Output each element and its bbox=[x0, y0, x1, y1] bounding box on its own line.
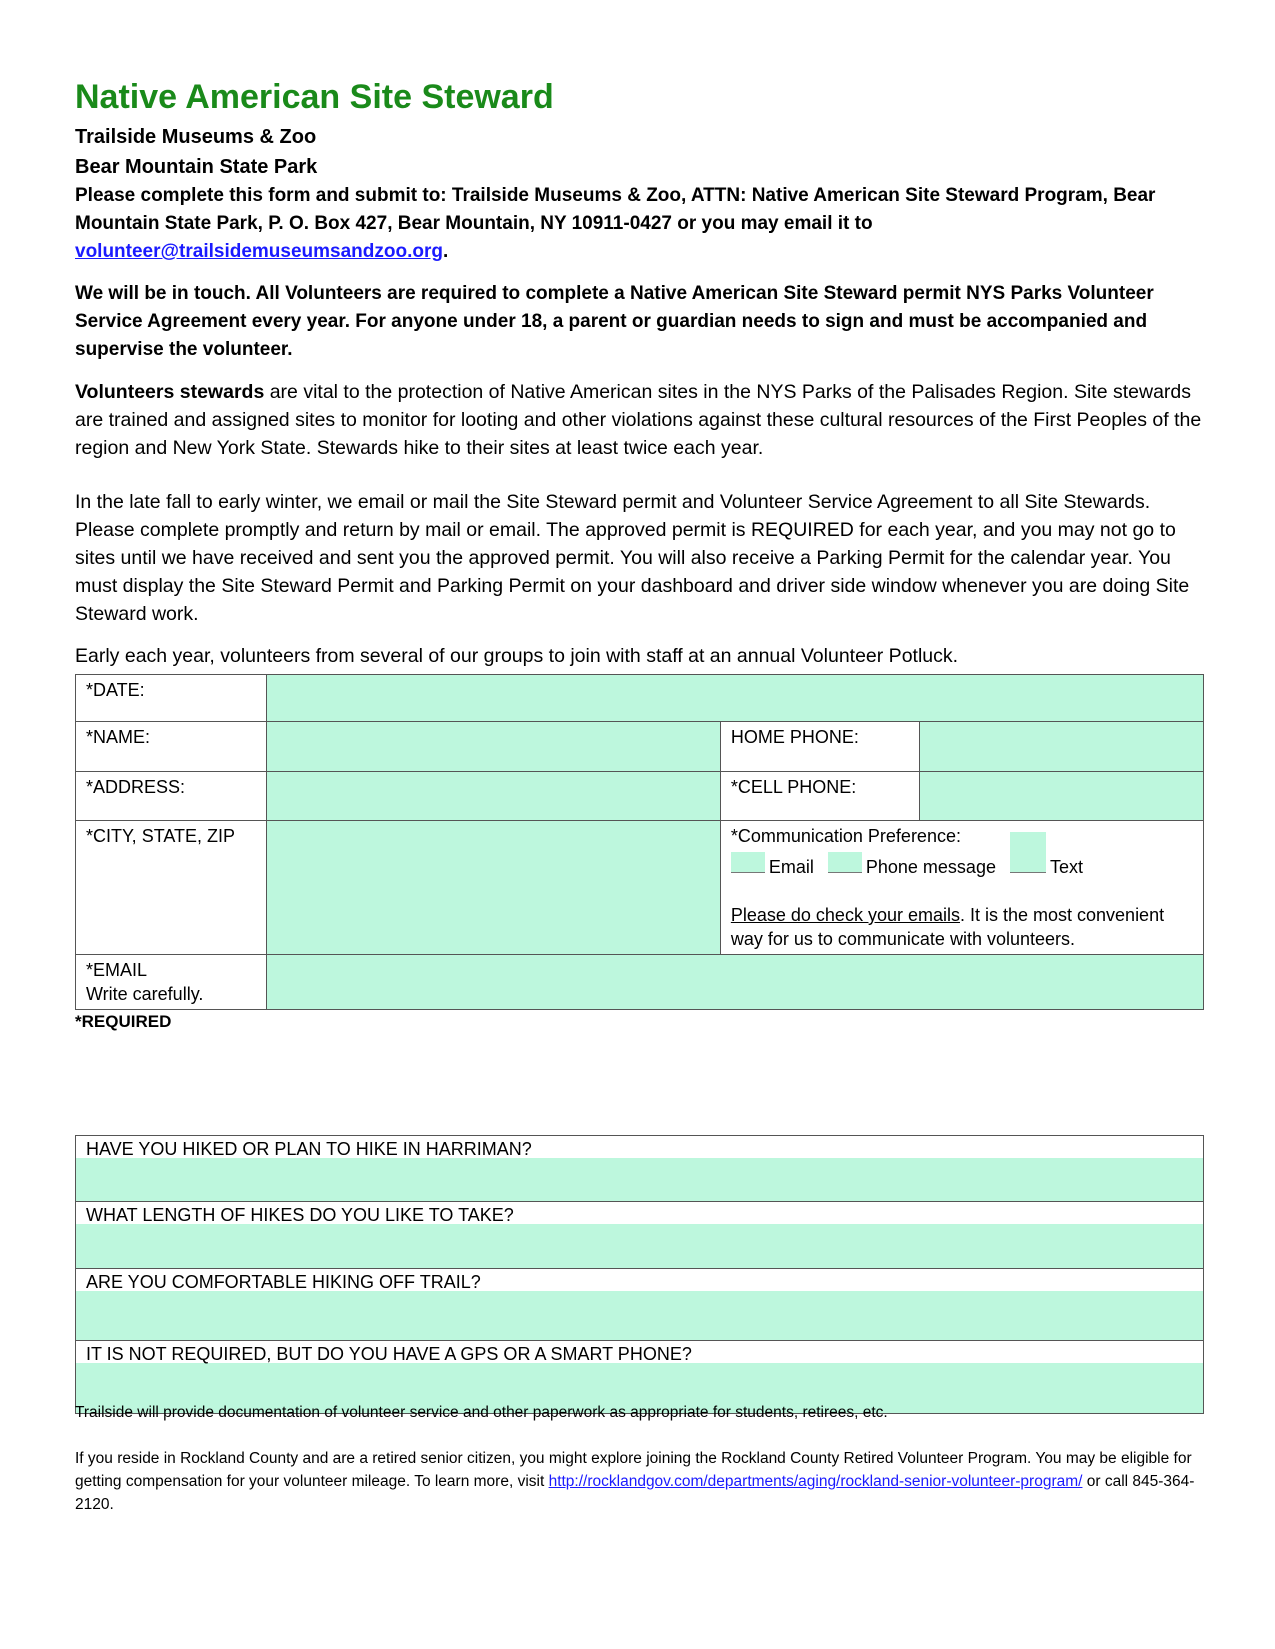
date-field[interactable] bbox=[267, 675, 1204, 722]
question-label: HAVE YOU HIKED OR PLAN TO HIKE IN HARRIMAN? bbox=[86, 1139, 532, 1159]
stewards-paragraph bbox=[75, 378, 1203, 462]
phone-option-label: Phone message bbox=[865, 857, 996, 877]
volunteer-email-link[interactable]: volunteer@trailsidemuseumsandzoo.org bbox=[75, 241, 443, 262]
home-phone-label: HOME PHONE: bbox=[720, 722, 919, 772]
city-label: *CITY, STATE, ZIP bbox=[76, 821, 267, 955]
email-option-blank[interactable] bbox=[731, 852, 765, 873]
contact-form-table bbox=[75, 674, 1204, 1010]
check-email-rest: . It is the most convenient way for us to communicate with volunteers. bbox=[730, 905, 1165, 949]
comm-pref-label: *Communication Preference: bbox=[730, 826, 961, 846]
phone-option-blank[interactable] bbox=[828, 852, 862, 873]
name-label: *NAME: bbox=[76, 722, 267, 772]
text-option-label: Text bbox=[1049, 857, 1083, 877]
question-row bbox=[76, 1136, 1203, 1202]
org-name: Trailside Museums & Zoo bbox=[75, 126, 317, 148]
permit-notice: We will be in touch. All Volunteers are required to complete a Native American Site Steward permit NYS Parks Volunteer Service Agreement every year. For anyone under 18, a parent or guardian needs to sign and must be accompanied and supervise the volunteer. bbox=[75, 283, 1154, 360]
email-sublabel: Write carefully. bbox=[86, 984, 204, 1004]
cell-phone-field[interactable] bbox=[919, 772, 1203, 821]
submit-instructions bbox=[75, 182, 1203, 266]
permit-paragraph: In the late fall to early winter, we email or mail the Site Steward permit and Volunteer Service Agreement to all Site Stewards. Please complete promptly and return by mail or email. The approved permit is REQUIRED for each year, and you may not go to sites until we have received and sent you the approved permit. You will also receive a Parking Permit for the calendar year. You must display the Site Steward Permit and Parking Permit on your dashboard and driver side window whenever you are doing Site Steward work. bbox=[75, 491, 1190, 625]
answer-field[interactable] bbox=[76, 1291, 1203, 1340]
potluck-paragraph: Early each year, volunteers from several of our groups to join with staff at an annual Volunteer Potluck. bbox=[75, 645, 959, 667]
rockland-text: If you reside in Rockland County and are a retired senior citizen, you might explore joining the Rockland County Retired Volunteer Program. You may be eligible for getting compensation for your volunteer mileage. To learn more, visit bbox=[75, 1450, 1192, 1490]
email-option-label: Email bbox=[768, 857, 814, 877]
answer-field[interactable] bbox=[76, 1224, 1203, 1268]
question-label: WHAT LENGTH OF HIKES DO YOU LIKE TO TAKE? bbox=[86, 1205, 514, 1225]
rockland-link[interactable]: http://rocklandgov.com/departments/aging/rockland-senior-volunteer-program/ bbox=[548, 1473, 1083, 1490]
city-state-zip-field[interactable] bbox=[267, 821, 721, 955]
name-field[interactable] bbox=[267, 722, 721, 772]
documentation-note: Trailside will provide documentation of volunteer service and other paperwork as appropriate for students, retirees, etc. bbox=[75, 1404, 888, 1421]
form-page bbox=[75, 76, 1203, 1032]
comm-pref-options bbox=[731, 848, 1193, 879]
address-field[interactable] bbox=[267, 772, 721, 821]
required-note: *REQUIRED bbox=[75, 1012, 172, 1031]
hiking-questions bbox=[75, 1135, 1204, 1414]
date-label: *DATE: bbox=[76, 675, 267, 722]
page-title: Native American Site Steward bbox=[75, 78, 554, 116]
question-row bbox=[76, 1269, 1203, 1341]
home-phone-field[interactable] bbox=[919, 722, 1203, 772]
rockland-tail: or call 845-364-2120. bbox=[75, 1473, 1195, 1513]
stewards-lead: Volunteers stewards bbox=[75, 381, 265, 403]
check-email-emphasis: Please do check your emails bbox=[730, 905, 960, 925]
park-name: Bear Mountain State Park bbox=[75, 156, 318, 178]
stewards-text: are vital to the protection of Native American sites in the NYS Parks of the Palisades Region. Site stewards are trained and assigned sites to monitor for looting and other violations against these cultural resources of the First Peoples of the region and New York State. Stewards hike to their sites at least twice each year. bbox=[75, 381, 1202, 459]
question-label: ARE YOU COMFORTABLE HIKING OFF TRAIL? bbox=[86, 1272, 481, 1292]
communication-preference-cell bbox=[720, 821, 1203, 955]
check-email-note bbox=[731, 903, 1193, 951]
rockland-note bbox=[75, 1447, 1205, 1516]
submit-period: . bbox=[443, 241, 449, 262]
submit-text: Please complete this form and submit to: Trailside Museums & Zoo, ATTN: Native American Site Steward Program, Bear Mountain State Park, P. O. Box 427, Bear Mountain, NY 10911-0427 or you may email it to bbox=[75, 185, 1156, 234]
email-field[interactable] bbox=[267, 955, 1204, 1010]
answer-field[interactable] bbox=[76, 1158, 1203, 1201]
question-label: IT IS NOT REQUIRED, BUT DO YOU HAVE A GPS OR A SMART PHONE? bbox=[86, 1344, 692, 1364]
address-label: *ADDRESS: bbox=[76, 772, 267, 821]
question-row bbox=[76, 1202, 1203, 1269]
email-label: *EMAIL bbox=[86, 960, 148, 980]
cell-phone-label: *CELL PHONE: bbox=[720, 772, 919, 821]
text-option-blank[interactable] bbox=[1010, 832, 1046, 873]
email-label-cell bbox=[76, 955, 267, 1010]
